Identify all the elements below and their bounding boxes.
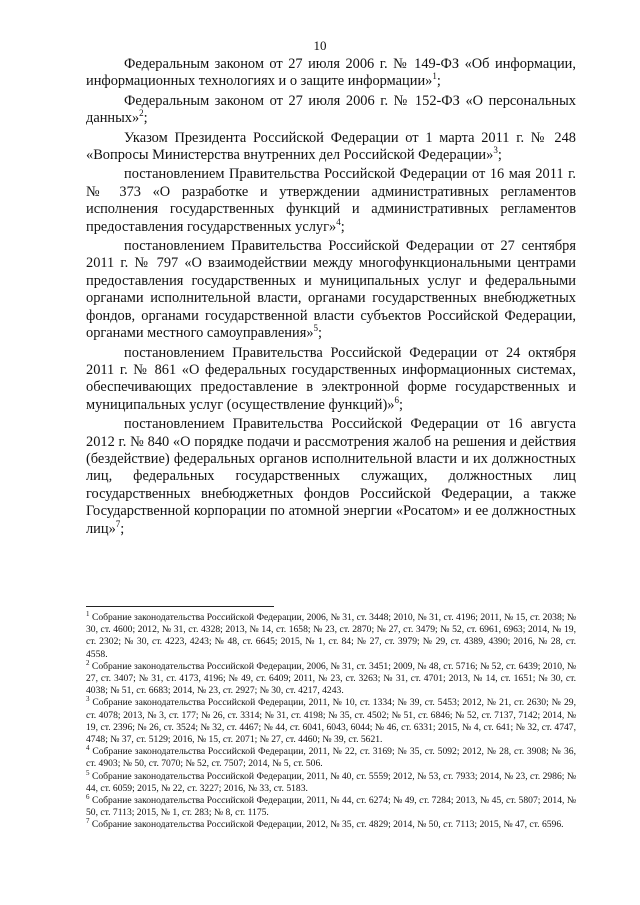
- footnote-number: 1: [86, 609, 90, 618]
- paragraph-text: постановлением Правительства Российской Федерации от 16 августа 2012 г. № 840 «О порядке подачи и рассмотрения жалоб на решения и действия (бездействие) федеральных органов исполнительной власти и их должностных лиц, федеральных государственных служащих, должностных лиц государственных внебюджетных фондов Российской Федерации, а также Государственной корпорации по атомной энергии «Росатом» и ее должностных лиц»: [86, 416, 576, 537]
- paragraph-law-152fz: Федеральным законом от 27 июля 2006 г. № 152-ФЗ «О персональных данных»$^2$;: [86, 92, 576, 127]
- footnote: [86, 792, 577, 819]
- footnote-ref: 2: [139, 108, 144, 119]
- footnote-text: Собрание законодательства Российской Федерации, 2006, № 31, ст. 3451; 2009, № 48, ст. 5716; № 52, ст. 6439; 2010, № 27, ст. 3407; № 31, ст. 4173, 4196; № 49, ст. 6409; 2011, № 23, ст. 3263; № 31, ст. 4701; 2013, № 14, ст. 1651; № 30, ст. 4038; № 51, ст. 6683; 2014, № 23, ст. 2927; № 30, ст. 4217, 4243.: [86, 660, 576, 697]
- paragraph-text: постановлением Правительства Российской Федерации от 16 мая 2011 г. № 373 «О разработке и утверждении административных регламентов исполнения государственных функций и административных регламентов предоставления государственных услуг»: [86, 166, 576, 235]
- footnote-text: Собрание законодательства Российской Федерации, 2011, № 44, ст. 6274; № 49, ст. 7284; 2013, № 45, ст. 5807; 2014, № 50, ст. 7113; 2015, № 1, ст. 283; № 8, ст. 1175.: [86, 795, 577, 819]
- footnote-text: Собрание законодательства Российской Федерации, 2011, № 22, ст. 3169; № 35, ст. 5092; 2012, № 28, ст. 3908; № 36, ст. 4903; № 50, ст. 7070; № 52, ст. 7507; 2014, № 5, ст. 506.: [86, 746, 576, 770]
- footnote-ref: 4: [336, 216, 341, 227]
- footnote-text: Собрание законодательства Российской Федерации, 2011, № 40, ст. 5559; 2012, № 53, ст. 7933; 2014, № 23, ст. 2986; № 44, ст. 6059; 2015, № 22, ст. 3227; 2016, № 33, ст. 5183.: [86, 770, 577, 794]
- page-number: 10: [313, 38, 327, 53]
- footnote-number: 4: [86, 744, 90, 753]
- paragraph-text: постановлением Правительства Российской Федерации от 27 сентября 2011 г. № 797 «О взаимодействии между многофункциональными центрами предоставления государственных и муниципальных услуг и федеральными органами исполнительной власти, органами государственных внебюджетных фондов, органами государственной власти субъектов Российской Федерации, органами местного самоуправления»: [86, 238, 576, 342]
- footnote-number: 7: [86, 817, 90, 826]
- paragraph-text: Федеральным законом от 27 июля 2006 г. № 149-ФЗ «Об информации, информационных технологиях и о защите информации»: [86, 56, 576, 90]
- footnote-divider: [86, 606, 274, 607]
- footnote-number: 6: [86, 792, 90, 801]
- footnote-ref: 1: [432, 71, 437, 82]
- paragraph-law-149fz: Федеральным законом от 27 июля 2006 г. № 149-ФЗ «Об информации, информационных технологиях и о защите информации»$^1$;: [86, 56, 576, 90]
- footnotes: [86, 609, 577, 832]
- footnote-text: Собрание законодательства Российской Федерации, 2011, № 10, ст. 1334; № 39, ст. 5453; 2012, № 21, ст. 2630; № 29, ст. 4078; 2013, № 3, ст. 177; № 26, ст. 3314; № 31, ст. 4198; № 35, ст. 4502; № 51, ст. 6846; № 52, ст. 7137, 7142; 2014, № 19, ст. 2396; № 26, ст. 3524; № 32, ст. 4467; № 44, ст. 6041, 6043, 6044; № 46, ст. 6331; 2015, № 4, ст. 641; № 32, ст. 4747, 4748; № 37, ст. 5129; 2016, № 15, ст. 2071; № 27, ст. 4460; № 39, ст. 5621.: [86, 697, 576, 746]
- footnote-ref: 6: [394, 394, 399, 405]
- footnote-ref: 3: [493, 145, 498, 156]
- footnote-text: Собрание законодательства Российской Федерации, 2012, № 35, ст. 4829; 2014, № 50, ст. 7113; 2015, № 47, ст. 6596.: [91, 819, 564, 831]
- footnote: [86, 697, 576, 746]
- paragraph-decree-248: Указом Президента Российской Федерации от 1 марта 2011 г. № 248 «Вопросы Министерства внутренних дел Российской Федерации»$^3$;: [86, 129, 576, 164]
- main-text: [86, 56, 576, 540]
- footnote: [86, 609, 577, 661]
- paragraph-resolution-840: постановлением Правительства Российской Федерации от 16 августа 2012 г. № 840 «О порядке подачи и рассмотрения жалоб на решения и действия (бездействие) федеральных органов исполнительной власти и их должностных лиц, федеральных государственных служащих, должностных лиц государственных внебюджетных фондов Российской Федерации, а также Государственной корпорации по атомной энергии «Росатом» и ее должностных лиц»$^7$;: [86, 416, 576, 537]
- paragraph-resolution-797: постановлением Правительства Российской Федерации от 27 сентября 2011 г. № 797 «О взаимодействии между многофункциональными центрами предоставления государственных и муниципальных услуг и федеральными органами исполнительной власти, органами государственных внебюджетных фондов, органами государственной власти субъектов Российской Федерации, органами местного самоуправления»$^5$;: [86, 238, 576, 342]
- paragraph-text: постановлением Правительства Российской Федерации от 24 октября 2011 г. № 861 «О федеральных государственных информационных системах, обеспечивающих предоставление в электронной форме государственных и муниципальных услуг (осуществление функций)»: [86, 344, 576, 413]
- footnote-number: 3: [86, 695, 90, 704]
- footnote-number: 5: [86, 768, 90, 777]
- footnote: [86, 746, 576, 770]
- paragraph-text: Указом Президента Российской Федерации от 1 марта 2011 г. № 248 «Вопросы Министерства внутренних дел Российской Федерации»: [86, 129, 576, 164]
- footnote-text: Собрание законодательства Российской Федерации, 2006, № 31, ст. 3448; 2010, № 31, ст. 4196; 2011, № 15, ст. 2038; № 30, ст. 4600; 2012, № 31, ст. 4328; 2013, № 14, ст. 1658; № 23, ст. 2870; № 27, ст. 3479; № 52, ст. 6961, 6963; 2014, № 19, ст. 2302; № 30, ст. 4223, 4243; № 48, ст. 6645; 2015, № 1, ст. 84; № 27, ст. 3979; № 29, ст. 4389, 4390; 2016, № 28, ст. 4558.: [86, 612, 577, 660]
- footnote-ref: 7: [115, 518, 121, 529]
- paragraph-resolution-861: постановлением Правительства Российской Федерации от 24 октября 2011 г. № 861 «О федеральных государственных информационных системах, обеспечивающих предоставление в электронной форме государственных и муниципальных услуг (осуществление функций)»$^6$;: [86, 344, 576, 413]
- footnote-ref: 5: [313, 323, 319, 334]
- footnote: [86, 819, 576, 831]
- paragraph-resolution-373: постановлением Правительства Российской Федерации от 16 мая 2011 г. № 373 «О разработке и утверждении административных регламентов исполнения государственных функций и административных регламентов предоставления государственных услуг»$^4$;: [86, 166, 576, 235]
- footnote: [86, 658, 576, 698]
- footnote-number: 2: [86, 658, 90, 667]
- footnote: [86, 768, 577, 795]
- paragraph-text: Федеральным законом от 27 июля 2006 г. № 152-ФЗ «О персональных данных»: [86, 92, 576, 127]
